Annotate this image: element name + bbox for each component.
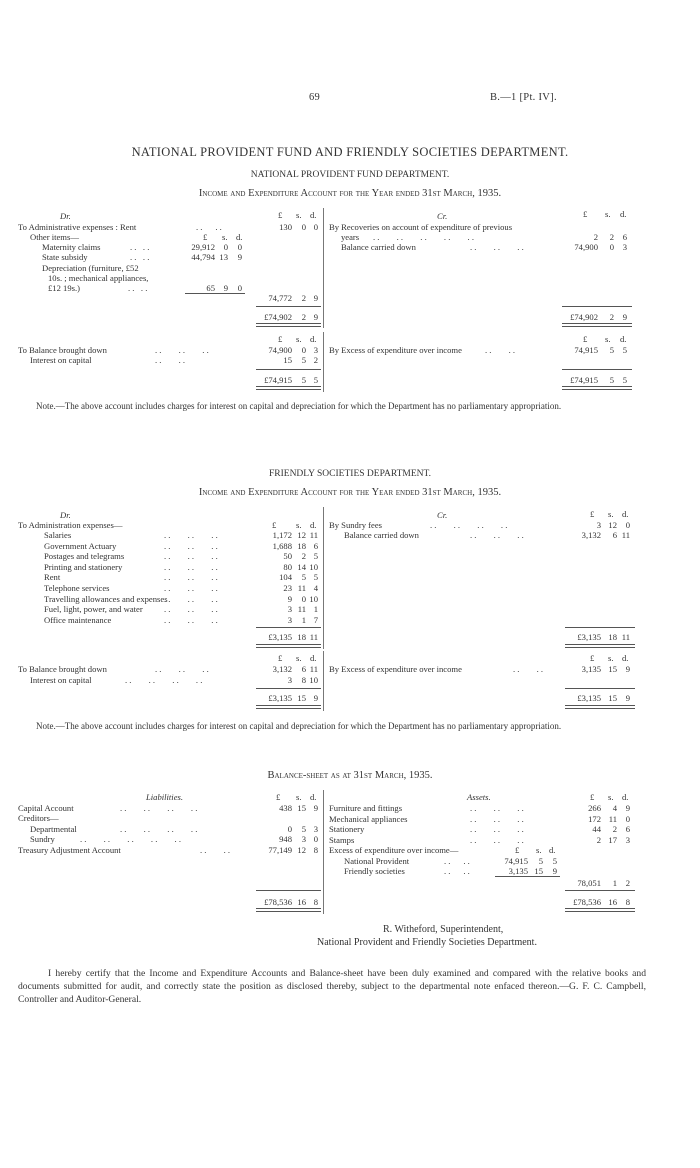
fs-account-title: Income and Expenditure Account for the Year ended 31st March, 1935. [198,487,502,498]
bs-mechanical-appliances-pence: 0 [625,813,630,824]
bs-treasury-pounds: 77,149 [268,845,292,855]
npf-items-rule [185,293,245,294]
fs-rent-shillings: 5 [301,572,306,583]
npf-lower-left-rule-top [256,369,321,370]
fs-printing-and-stationery-leader: . . . . . . [164,561,218,572]
main-title: NATIONAL PROVIDENT FUND AND FRIENDLY SOCIETIES DEPARTMENT. [131,145,569,159]
npf-lower-right-d-header: d. [620,334,627,344]
fs-left-s-header: s. [296,520,302,530]
bs-treasury-shillings: 12 [297,845,306,855]
fs-telephone-services-shillings: 11 [297,583,306,593]
fs-balance-bd-shillings: 6 [301,664,306,674]
npf-right-total-rule-bottom [562,323,632,327]
fs-lower-right-pound-header: £ [590,653,595,663]
bs-right-d-header: d. [622,792,629,802]
fs-printing-and-stationery-shillings: 14 [297,561,306,572]
npf-lower-right-pound-header: £ [583,334,588,344]
npf-dept-title: NATIONAL PROVIDENT FUND DEPARTMENT. [250,170,450,180]
npf-inner-s-header: s. [222,232,228,242]
npf-other-items-label: Other items— [30,232,79,242]
fs-office-maintenance-label: Office maintenance [44,614,112,625]
bs-title: Balance-sheet as at 31st March, 1935. [267,770,433,781]
bs-excess-s-header: s. [536,845,542,855]
fs-fuel-light-power-and-water-shillings: 11 [297,604,306,615]
fs-left-total-shillings: 18 [297,632,306,642]
signature-line-2: National Provident and Friendly Societies Department. [317,937,537,948]
npf-state-subsidy-label: State subsidy [42,252,88,262]
fs-balance-cd-label: Balance carried down [344,530,419,540]
bs-np-pounds: 74,915 [504,856,528,866]
fs-rent-leader: . . . . . . [164,572,218,583]
fs-lower-left-pound-header: £ [278,653,283,663]
bs-left-total-pounds: £78,536 [264,897,292,907]
fs-postages-and-telegrams-label: Postages and telegrams [44,551,125,562]
fs-left-total-rule-top [256,627,321,628]
fs-balance-cd-shillings: 6 [612,530,617,540]
bs-right-total-shillings: 16 [608,897,617,907]
fs-lower-divider [323,651,324,711]
bs-excess-d-header: d. [549,845,556,855]
bs-fs-label: Friendly societies [344,866,405,876]
bs-right-total-pounds: £78,536 [573,897,601,907]
signature-line-1: R. Witheford, Superintendent, [383,924,504,935]
fs-printing-and-stationery-label: Printing and stationery [44,561,123,572]
fs-dept-title: FRIENDLY SOCIETIES DEPARTMENT. [268,469,431,479]
npf-left-total-rule-top [256,306,321,307]
fs-lower-left-total-pence: 9 [313,693,318,703]
npf-recoveries-shillings: 2 [609,232,614,242]
certification-paragraph: I hereby certify that the Income and Expenditure Accounts and Balance-sheet have been duly examined and compared with the relative books and documents submitted for audit, and correctly state the position as disclosed thereby, subject to the departmental note enfaced thereon.—G. F. C. Campbell, Controller and Auditor-General. [18,968,646,1005]
fs-right-pound-header: £ [590,509,595,519]
bs-assets-label: Assets. [467,792,491,802]
fs-postages-and-telegrams-leader: . . . . . . [164,551,218,562]
fs-travelling-allowances-and-expenses-leader: . . . . . . [164,593,218,604]
npf-admin-rent-shillings: 0 [301,222,306,232]
bs-departmental-label: Departmental [30,824,77,834]
npf-balance-cd-pounds: 74,900 [574,242,598,252]
bs-mechanical-appliances-label: Mechanical appliances [329,813,408,824]
fs-right-total-pence: 11 [621,632,630,642]
npf-recoveries-pounds: 2 [593,232,598,242]
bs-sundry-pence: 0 [313,834,318,844]
bs-sundry-label: Sundry [30,834,55,844]
fs-salaries-shillings: 12 [297,530,306,540]
fs-balance-cd-pounds: 3,132 [581,530,601,540]
fs-fuel-light-power-and-water-label: Fuel, light, power, and water [44,604,143,615]
fs-sundry-fees-pounds: 3 [596,520,601,530]
bs-stationery-leader: . . . . . . [470,824,524,834]
bs-left-total-rule-top [256,890,321,891]
fs-salaries-leader: . . . . . . [164,530,218,540]
fs-interest-pence: 10 [309,675,318,685]
npf-lower-right-total-pounds: £74,915 [570,375,598,385]
bs-stationery-pence: 6 [625,824,630,834]
bs-right-s-header: s. [608,792,614,802]
bs-right-total-rule-top [565,890,635,891]
fs-balance-cd-pence: 11 [621,530,630,540]
npf-interest-shillings: 5 [301,355,306,365]
bs-stamps-leader: . . . . . . [470,834,524,845]
fs-travelling-allowances-and-expenses-label: Travelling allowances and expenses [44,593,168,604]
npf-state-subsidy-pence: 9 [237,252,242,262]
fs-salaries-pence: 11 [309,530,318,540]
bs-stationery-label: Stationery [329,824,365,834]
npf-subtotal-pence: 9 [313,293,318,303]
npf-lower-left-s-header: s. [296,334,302,344]
bs-np-shillings: 5 [538,856,543,866]
fs-lower-left-total-shillings: 15 [297,693,306,703]
fs-right-d-header: d. [622,509,629,519]
fs-telephone-services-label: Telephone services [44,583,110,593]
npf-excess-shillings: 5 [609,345,614,355]
fs-government-actuary-shillings: 18 [297,540,306,551]
npf-lower-divider [323,332,324,392]
bs-furniture-and-fittings-pence: 9 [625,803,630,813]
fs-balance-bd-pounds: 3,132 [272,664,292,674]
fs-cr-label: Cr. [437,510,448,520]
fs-government-actuary-label: Government Actuary [44,540,117,551]
fs-rent-label: Rent [44,572,61,583]
fs-excess-pounds: 3,135 [581,664,601,674]
fs-lower-right-total-pounds: £3,135 [577,693,601,703]
npf-balance-bd-pence: 3 [313,345,318,355]
bs-left-d-header: d. [310,792,317,802]
npf-interest-label: Interest on capital [30,355,92,365]
npf-interest-pence: 2 [313,355,318,365]
fs-government-actuary-pounds: 1,688 [272,540,292,551]
fs-fuel-light-power-and-water-pounds: 3 [287,604,292,615]
npf-right-d-header: d. [620,209,627,219]
bs-liabilities-label: Liabilities. [146,792,184,802]
bs-fs-shillings: 15 [534,866,543,876]
npf-excess-label: By Excess of expenditure over income [329,345,462,355]
fs-balance-bd-label: To Balance brought down [18,664,107,674]
npf-depreciation-line2: 10s. ; mechanical appliances, [48,273,149,283]
bs-furniture-and-fittings-label: Furniture and fittings [329,803,403,813]
fs-salaries-pounds: 1,172 [272,530,292,540]
npf-maternity-shillings: 0 [223,242,228,252]
bs-capital-label: Capital Account [18,803,74,813]
fs-dr-label: Dr. [60,510,71,520]
fs-postages-and-telegrams-pence: 5 [313,551,318,562]
npf-lower-right-rule-bottom [562,386,632,390]
bs-left-pound-header: £ [276,792,281,802]
npf-left-total-shillings: 2 [301,312,306,322]
bs-left-total-pence: 8 [313,897,318,907]
bs-np-label: National Provident [344,856,410,866]
bs-departmental-pence: 3 [313,824,318,834]
npf-depreciation-line3: £12 19s.) [48,283,80,293]
npf-admin-rent-label: To Administrative expenses : Rent [18,222,137,232]
npf-depreciation-line1: Depreciation (furniture, £52 [42,263,139,273]
npf-balance-bd-pounds: 74,900 [268,345,292,355]
page-number: 69 [309,92,321,103]
bs-excess-total-pounds: 78,051 [577,878,601,888]
bs-np-pence: 5 [552,856,557,866]
bs-mechanical-appliances-leader: . . . . . . [470,813,524,824]
npf-right-total-pence: 9 [622,312,627,322]
fs-government-actuary-pence: 6 [313,540,318,551]
fs-rent-pence: 5 [313,572,318,583]
npf-admin-rent-pence: 0 [313,222,318,232]
npf-state-subsidy-pounds: 44,794 [191,252,215,262]
fs-office-maintenance-leader: . . . . . . [164,614,218,625]
npf-account-title: Income and Expenditure Account for the Year ended 31st March, 1935. [198,188,502,199]
fs-right-total-shillings: 18 [608,632,617,642]
fs-printing-and-stationery-pence: 10 [309,561,318,572]
npf-note: Note.—The above account includes charges for interest on capital and depreciation for which the Department has no parliamentary appropriation. [36,401,562,411]
fs-lower-right-s-header: s. [608,653,614,663]
fs-travelling-allowances-and-expenses-shillings: 0 [301,593,306,604]
page-reference: B.—1 [Pt. IV]. [490,92,557,103]
bs-left-total-rule-bottom [256,908,321,912]
npf-balance-bd-label: To Balance brought down [18,345,107,355]
npf-depreciation-shillings: 9 [223,283,228,293]
fs-note: Note.—The above account includes charges for interest on capital and depreciation for which the Department has no parliamentary appropriation. [36,721,562,731]
bs-left-total-shillings: 16 [297,897,306,907]
bs-capital-shillings: 15 [297,803,306,813]
npf-lower-right-total-shillings: 5 [609,375,614,385]
bs-excess-pound-header: £ [515,845,520,855]
fs-lower-left-rule-top [256,688,321,689]
bs-treasury-label: Treasury Adjustment Account [18,845,121,855]
npf-balance-cd-pence: 3 [622,242,627,252]
npf-right-total-pounds: £74,902 [570,312,598,322]
bs-right-total-rule-bottom [565,908,635,912]
fs-office-maintenance-pounds: 3 [287,614,292,625]
npf-subtotal-pounds: 74,772 [268,293,292,303]
npf-excess-pounds: 74,915 [574,345,598,355]
bs-sundry-shillings: 3 [301,834,306,844]
fs-lower-left-total-pounds: £3,135 [268,693,292,703]
bs-excess-rule [495,876,560,877]
npf-left-total-pence: 9 [313,312,318,322]
npf-interest-pounds: 15 [283,355,292,365]
bs-furniture-and-fittings-shillings: 4 [612,803,617,813]
npf-maternity-label: Maternity claims [42,242,101,252]
fs-right-s-header: s. [608,509,614,519]
fs-lower-left-d-header: d. [310,653,317,663]
npf-recoveries-line2: years [341,232,360,242]
fs-sundry-fees-shillings: 12 [608,520,617,530]
npf-admin-rent-pounds: 130 [279,222,292,232]
npf-maternity-pence: 0 [237,242,242,252]
bs-left-s-header: s. [296,792,302,802]
fs-right-total-rule-bottom [565,644,635,648]
npf-right-pound-header: £ [583,209,588,219]
fs-lower-right-d-header: d. [622,653,629,663]
npf-right-total-shillings: 2 [609,312,614,322]
npf-balance-cd-shillings: 0 [609,242,614,252]
npf-lower-left-d-header: d. [310,334,317,344]
fs-interest-label: Interest on capital [30,675,92,685]
fs-excess-pence: 9 [625,664,630,674]
fs-column-divider [323,507,324,649]
fs-rent-pounds: 104 [279,572,292,583]
npf-cr-label: Cr. [437,211,448,221]
fs-printing-and-stationery-pounds: 80 [283,561,292,572]
fs-travelling-allowances-and-expenses-pounds: 9 [287,593,292,604]
fs-office-maintenance-pence: 7 [313,614,318,625]
npf-lower-left-total-pence: 5 [313,375,318,385]
fs-office-maintenance-shillings: 1 [301,614,306,625]
fs-left-total-rule-bottom [256,644,321,648]
bs-mechanical-appliances-pounds: 172 [588,813,601,824]
bs-right-total-pence: 8 [625,897,630,907]
npf-column-divider [323,208,324,328]
bs-creditors-label: Creditors— [18,813,59,823]
bs-stamps-pounds: 2 [596,834,601,845]
fs-interest-pounds: 3 [287,675,292,685]
bs-excess-label: Excess of expenditure over income— [329,845,459,855]
bs-mechanical-appliances-shillings: 11 [608,813,617,824]
fs-government-actuary-leader: . . . . . . [164,540,218,551]
fs-lower-right-rule-bottom [565,705,635,709]
fs-excess-shillings: 15 [608,664,617,674]
npf-dr-label: Dr. [60,211,71,221]
npf-right-s-header: s. [605,209,611,219]
npf-depreciation-pence: 0 [237,283,242,293]
npf-inner-d-header: d. [236,232,243,242]
fs-left-total-pence: 11 [309,632,318,642]
bs-fs-pounds: 3,135 [508,866,528,876]
fs-postages-and-telegrams-shillings: 2 [301,551,306,562]
bs-stamps-pence: 3 [625,834,630,845]
npf-balance-bd-shillings: 0 [301,345,306,355]
npf-recoveries-line1: By Recoveries on account of expenditure of previous [329,222,513,232]
bs-treasury-pence: 8 [313,845,318,855]
npf-state-subsidy-shillings: 13 [219,252,228,262]
bs-fs-pence: 9 [552,866,557,876]
npf-left-s-header: s. [296,210,302,220]
npf-subtotal-shillings: 2 [301,293,306,303]
npf-left-total-pounds: £74,902 [264,312,292,322]
npf-lower-right-total-pence: 5 [622,375,627,385]
npf-maternity-pounds: 29,912 [191,242,215,252]
npf-recoveries-pence: 6 [622,232,627,242]
bs-column-divider [323,790,324,914]
npf-depreciation-pounds: 65 [206,283,215,293]
bs-stationery-pounds: 44 [592,824,601,834]
fs-lower-left-s-header: s. [296,653,302,663]
bs-stamps-label: Stamps [329,834,355,845]
fs-sundry-fees-pence: 0 [625,520,630,530]
npf-lower-left-total-pounds: £74,915 [264,375,292,385]
fs-lower-right-total-pence: 9 [625,693,630,703]
npf-left-total-rule-bottom [256,323,321,327]
fs-right-total-pounds: £3,135 [577,632,601,642]
fs-postages-and-telegrams-pounds: 50 [283,551,292,562]
fs-left-d-header: d. [310,520,317,530]
fs-right-total-rule-top [565,627,635,628]
bs-sundry-pounds: 948 [279,834,292,844]
fs-interest-shillings: 8 [301,675,306,685]
fs-left-pound-header: £ [272,520,277,530]
fs-telephone-services-pounds: 23 [283,583,292,593]
fs-telephone-services-pence: 4 [313,583,318,593]
npf-right-total-rule-top [562,306,632,307]
bs-furniture-and-fittings-pounds: 266 [588,803,601,813]
bs-excess-total-pence: 2 [625,878,630,888]
npf-left-d-header: d. [310,210,317,220]
fs-fuel-light-power-and-water-leader: . . . . . . [164,604,218,615]
fs-travelling-allowances-and-expenses-pence: 10 [309,593,318,604]
npf-left-pound-header: £ [278,210,283,220]
fs-lower-right-rule-top [565,688,635,689]
fs-lower-right-total-shillings: 15 [608,693,617,703]
npf-lower-left-pound-header: £ [278,334,283,344]
bs-capital-pounds: 438 [279,803,292,813]
bs-stationery-shillings: 2 [612,824,617,834]
npf-lower-right-rule-top [562,369,632,370]
bs-excess-total-shillings: 1 [612,878,617,888]
npf-inner-pound-header: £ [203,232,208,242]
npf-excess-pence: 5 [622,345,627,355]
fs-excess-label: By Excess of expenditure over income [329,664,462,674]
fs-left-total-pounds: £3,135 [268,632,292,642]
bs-departmental-pounds: 0 [287,824,292,834]
fs-telephone-services-leader: . . . . . . [164,583,218,593]
fs-balance-bd-pence: 11 [309,664,318,674]
fs-sundry-fees-label: By Sundry fees [329,520,382,530]
npf-lower-left-rule-bottom [256,386,321,390]
npf-lower-right-s-header: s. [605,334,611,344]
bs-departmental-shillings: 5 [301,824,306,834]
npf-balance-cd-label: Balance carried down [341,242,416,252]
bs-right-pound-header: £ [590,792,595,802]
fs-salaries-label: Salaries [44,530,72,540]
bs-capital-pence: 9 [313,803,318,813]
bs-stamps-shillings: 17 [608,834,617,845]
bs-furniture-and-fittings-leader: . . . . . . [470,803,524,813]
npf-lower-left-total-shillings: 5 [301,375,306,385]
fs-admin-heading: To Administration expenses— [18,520,123,530]
fs-fuel-light-power-and-water-pence: 1 [313,604,318,615]
fs-lower-left-rule-bottom [256,705,321,709]
